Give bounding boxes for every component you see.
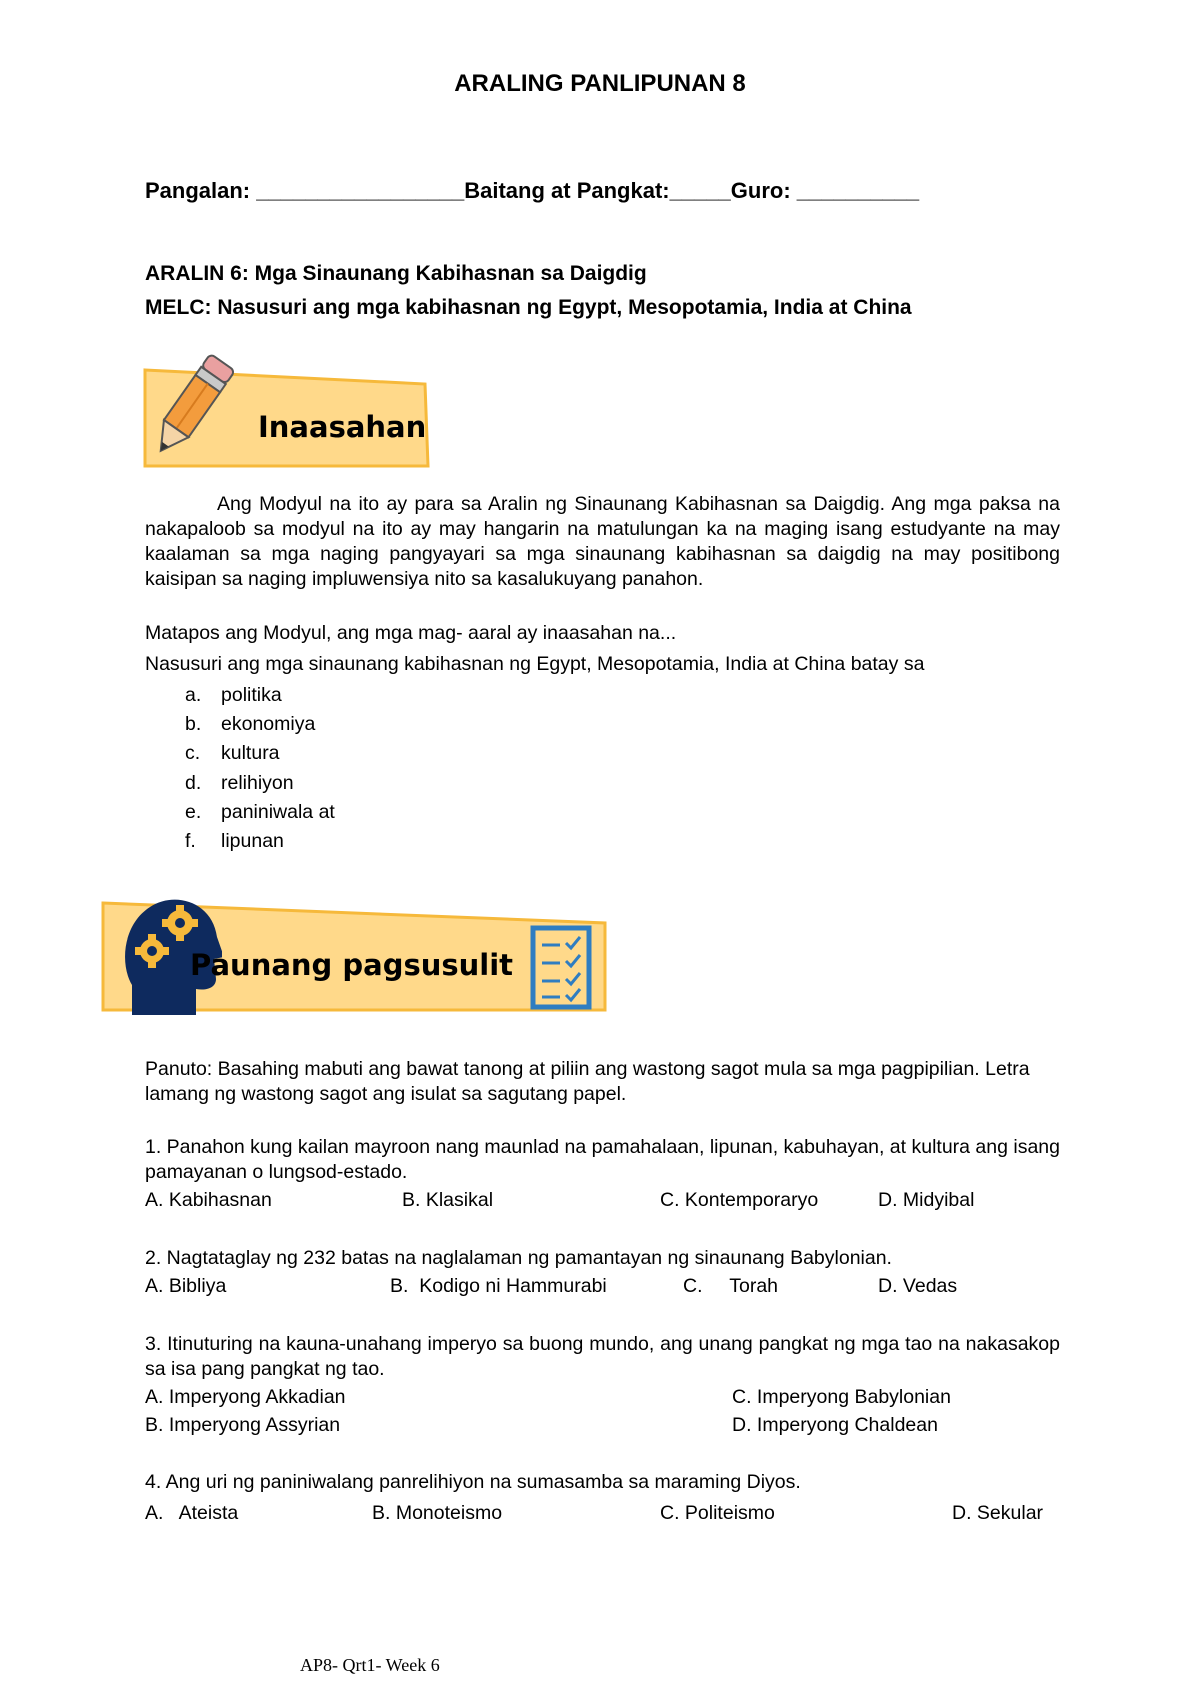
intro-text: Ang Modyul na ito ay para sa Aralin ng Sinaunang Kabihasnan sa Daigdig. Ang mga paksa na nakapaloob sa modyul na ito ay may hangarin na matulungan ka na maging isang estudyante na may kaalaman sa mga naging pangyayari sa mga sinaunang kabihasnan sa daigdig na may positibong kaisipan sa naging impluwensiya nito sa kasalukuyang panahon. xyxy=(145,493,1060,590)
checklist-icon xyxy=(530,925,592,1010)
pencil-icon xyxy=(135,352,245,467)
list-item: a. politika xyxy=(185,684,282,706)
q2-choice-c: C. Torah xyxy=(683,1275,779,1297)
lesson-title: ARALIN 6: Mga Sinaunang Kabihasnan sa Daigdig xyxy=(145,262,647,285)
q2-choice-d: D. Vedas xyxy=(878,1275,958,1297)
list-item: b. ekonomiya xyxy=(185,713,316,735)
list-item: d. relihiyon xyxy=(185,772,294,794)
inaasahan-label: Inaasahan xyxy=(258,410,427,444)
q4-choice-c: C. Politeismo xyxy=(660,1502,775,1524)
page-footer: AP8- Qrt1- Week 6 xyxy=(300,1655,440,1675)
question-2: 2. Nagtataglay ng 232 batas na naglalaman ng pamantayan ng sinaunang Babylonian. xyxy=(145,1247,892,1269)
list-item: c. kultura xyxy=(185,742,280,764)
inaasahan-banner xyxy=(140,360,460,472)
objective-line: Nasusuri ang mga sinaunang kabihasnan ng Egypt, Mesopotamia, India at China batay sa xyxy=(145,653,925,675)
q1-choice-d: D. Midyibal xyxy=(878,1189,975,1211)
list-item: e. paniniwala at xyxy=(185,801,335,823)
document-title: ARALING PANLIPUNAN 8 xyxy=(454,70,746,97)
expectation-line: Matapos ang Modyul, ang mga mag- aaral ay inaasahan na... xyxy=(145,622,677,644)
student-info-line: Pangalan: _________________Baitang at Pangkat:_____Guro: __________ xyxy=(145,178,920,203)
melc-statement: MELC: Nasusuri ang mga kabihasnan ng Egypt, Mesopotamia, India at China xyxy=(145,296,912,319)
question-3: 3. Itinuturing na kauna-unahang imperyo sa buong mundo, ang unang pangkat ng mga tao na nakasakop sa isa pang pangkat ng tao. xyxy=(145,1333,1060,1380)
q3-choice-c: C. Imperyong Babylonian xyxy=(732,1386,951,1408)
q3-choice-b: B. Imperyong Assyrian xyxy=(145,1414,341,1436)
question-4: 4. Ang uri ng paniniwalang panrelihiyon na sumasamba sa maraming Diyos. xyxy=(145,1471,801,1493)
q3-choice-a: A. Imperyong Akkadian xyxy=(145,1386,346,1408)
q2-choice-b: B. Kodigo ni Hammurabi xyxy=(390,1275,607,1297)
q1-choice-c: C. Kontemporaryo xyxy=(660,1189,819,1211)
intro-paragraph xyxy=(145,492,1060,592)
q4-choice-d: D. Sekular xyxy=(952,1502,1044,1524)
q4-choice-a: A. Ateista xyxy=(145,1502,239,1524)
q3-choice-d: D. Imperyong Chaldean xyxy=(732,1414,938,1436)
list-item: f. lipunan xyxy=(185,830,284,852)
pretest-instructions: Panuto: Basahing mabuti ang bawat tanong at piliin ang wastong sagot mula sa mga pagpipilian. Letra lamang ng wastong sagot ang isulat sa sagutang papel. xyxy=(145,1058,1030,1105)
q4-choice-b: B. Monoteismo xyxy=(372,1502,503,1524)
q2-choice-a: A. Bibliya xyxy=(145,1275,227,1297)
question-1: 1. Panahon kung kailan mayroon nang maunlad na pamahalaan, lipunan, kabuhayan, at kultura ang isang pamayanan o lungsod-estado. xyxy=(145,1136,1060,1183)
q1-choice-b: B. Klasikal xyxy=(402,1189,494,1211)
q1-choice-a: A. Kabihasnan xyxy=(145,1189,272,1211)
pretest-banner xyxy=(100,895,610,1015)
pretest-label: Paunang pagsusulit xyxy=(190,948,514,982)
